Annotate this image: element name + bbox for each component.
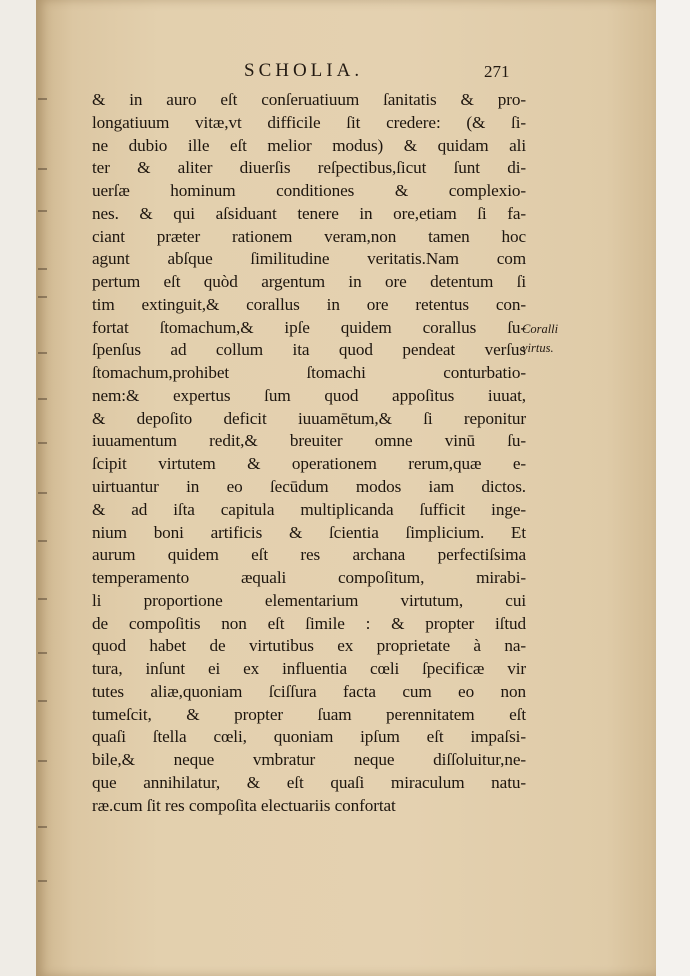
marginal-note-line: Coralli — [522, 322, 559, 336]
show-through-mark — [38, 352, 47, 354]
text-line: longatiuum vitæ,vt difficile ſit credere: (& ſi- — [92, 112, 526, 132]
text-line: uirtuantur in eo ſecūdum modos iam dictos. — [92, 477, 526, 497]
show-through-mark — [38, 296, 47, 298]
text-line: ræ.cum ſit res compoſita electuariis confortat — [92, 795, 396, 815]
show-through-mark — [38, 268, 47, 270]
show-through-mark — [38, 98, 47, 100]
text-line: & ad iſta capitula multiplicanda ſufficit inge- — [92, 499, 526, 519]
text-line: tura, inſunt ei ex influentia cœli ſpecificæ vir — [92, 659, 526, 679]
text-line: fortat ſtomachum,& ipſe quidem corallus ſu- — [92, 317, 526, 337]
text-line: iuuamentum redit,& breuiter omne vinū ſu- — [92, 431, 526, 451]
text-line: bile,& neque vmbratur neque diſſoluitur,ne- — [92, 750, 526, 770]
text-line: ſtomachum,prohibet ſtomachi conturbatio- — [92, 363, 526, 383]
text-line: ſcipit virtutem & operationem rerum,quæ e- — [92, 454, 526, 474]
text-line: ter & aliter diuerſis reſpectibus,ſicut ſunt di- — [92, 158, 526, 178]
page-number: 271 — [484, 62, 510, 81]
show-through-mark — [38, 700, 47, 702]
body-text — [92, 89, 526, 818]
show-through-mark — [38, 880, 47, 882]
scan-gutter — [0, 0, 36, 976]
text-line: ne dubio ille eſt melior modus) & quidam ali — [92, 135, 526, 155]
text-line: pertum eſt quòd argentum in ore detentum ſi — [92, 272, 526, 292]
text-line: nes. & qui aſsiduant tenere in ore,etiam ſi fa- — [92, 203, 526, 223]
text-line: ſpenſus ad collum ita quod pendeat verſus — [92, 340, 526, 360]
show-through-mark — [38, 826, 47, 828]
text-line: li proportione elementarium virtutum, cui — [92, 590, 526, 610]
show-through-mark — [38, 398, 47, 400]
show-through-mark — [38, 598, 47, 600]
text-line: agunt abſque ſimilitudine veritatis.Nam com — [92, 249, 526, 269]
text-line: quaſi ſtella cœli, quoniam ipſum eſt impaſsi- — [92, 727, 526, 747]
show-through-mark — [38, 652, 47, 654]
show-through-mark — [38, 760, 47, 762]
show-through-mark — [38, 492, 47, 494]
marginal-note-line: virtus. — [522, 341, 554, 355]
text-line: tutes aliæ,quoniam ſciſſura facta cum eo non — [92, 681, 526, 701]
text-line: de compoſitis non eſt ſimile : & propter iſtud — [92, 613, 526, 633]
text-line: que annihilatur, & eſt quaſi miraculum natu- — [92, 772, 526, 792]
show-through-mark — [38, 442, 47, 444]
text-line: uerſæ hominum conditiones & complexio- — [92, 181, 526, 201]
text-line: tim extinguit,& corallus in ore retentus con- — [92, 294, 526, 314]
show-through-mark — [38, 540, 47, 542]
show-through-mark — [38, 210, 47, 212]
text-line: ciant præter rationem veram,non tamen hoc — [92, 226, 526, 246]
text-line: tumeſcit, & propter ſuam perennitatem eſt — [92, 704, 526, 724]
text-line: nem:& expertus ſum quod appoſitus iuuat, — [92, 385, 526, 405]
text-line: nium boni artificis & ſcientia ſimplicium. Et — [92, 522, 526, 542]
marginal-note — [522, 320, 592, 358]
text-line: & depoſito deficit iuuamētum,& ſi reponitur — [92, 408, 526, 428]
text-line: & in auro eſt conſeruatiuum ſanitatis & pro- — [92, 90, 526, 109]
text-line: aurum quidem eſt res archana perfectiſsima — [92, 545, 526, 565]
show-through-mark — [38, 168, 47, 170]
text-line: quod habet de virtutibus ex proprietate à na- — [92, 636, 526, 656]
book-page — [36, 0, 656, 976]
running-head-title: SCHOLIA. — [244, 60, 364, 81]
running-head — [36, 60, 656, 84]
text-line: temperamento æquali compoſitum, mirabi- — [92, 568, 526, 588]
